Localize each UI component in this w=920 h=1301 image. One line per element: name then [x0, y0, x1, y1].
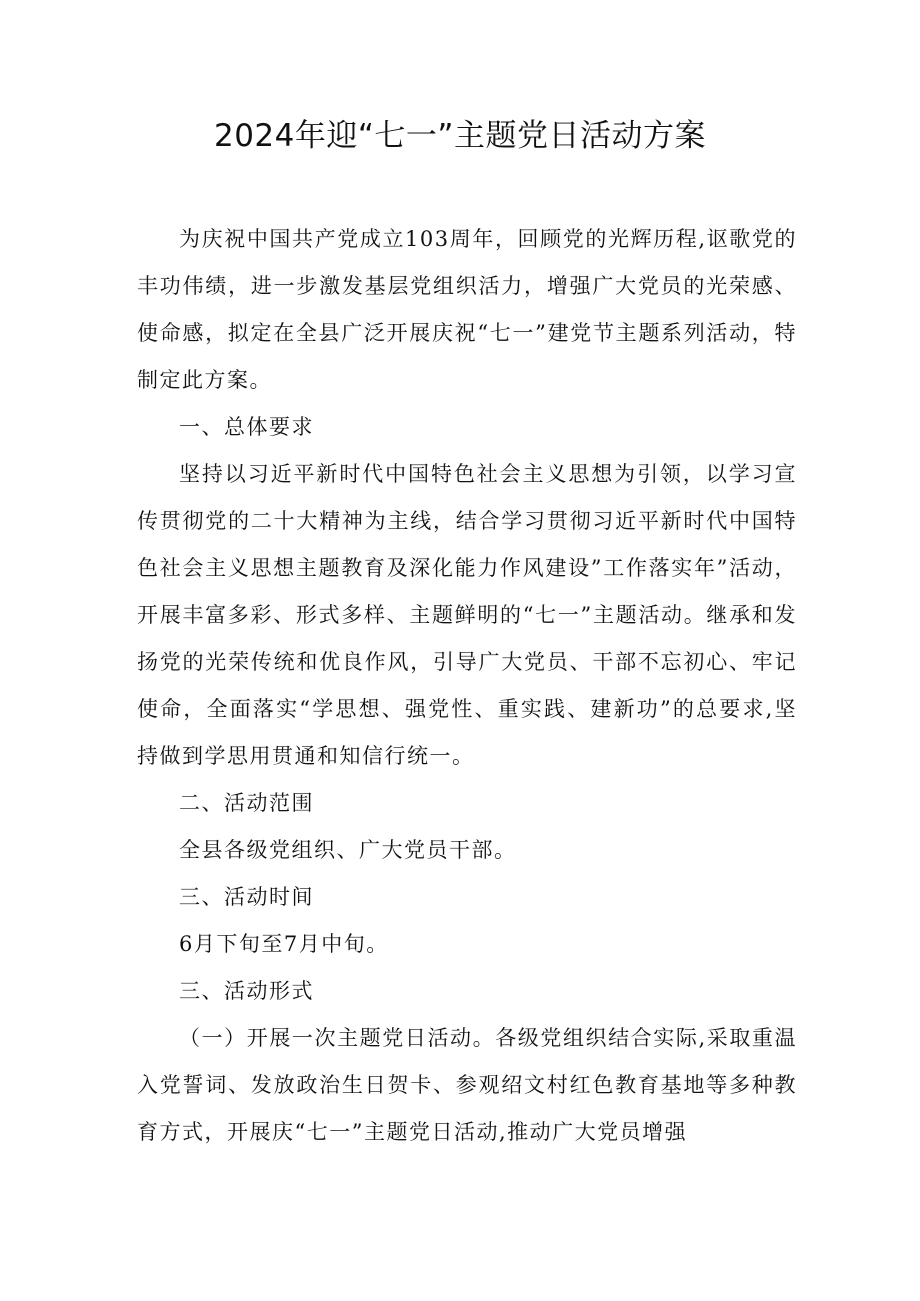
document-body: [137, 216, 797, 1156]
paragraph-activity-scope: 全县各级党组织、广大党员干部。: [179, 838, 517, 862]
document-title: 2024年迎“七一”主题党日活动方案: [213, 118, 706, 154]
paragraph-general-requirements: 坚持以习近平新时代中国特色社会主义思想为引领，以学习宣传贯彻党的二十大精神为主线，结合学习贯彻习近平新时代中国特色社会主义思想主题教育及深化能力作风建设”工作落实年”活动，开展丰富多彩、形式多样、主题鲜明的“七一”主题活动。继承和发扬党的光荣传统和优良作风，引导广大党员、干部不忘初心、牢记使命，全面落实“学思想、强党性、重实践、建新功”的总要求,坚持做到学思用贯通和知信行统一。: [137, 462, 797, 768]
heading-activity-time: 三、活动时间: [179, 885, 314, 909]
heading-activity-form: 三、活动形式: [179, 979, 314, 1003]
paragraph-intro: 为庆祝中国共产党成立103周年，回顾党的光辉历程,讴歌党的丰功伟绩，进一步激发基层党组织活力，增强广大党员的光荣感、使命感，拟定在全县广泛开展庆祝“七一”建党节主题系列活动，特制定此方案。: [137, 227, 797, 392]
heading-activity-scope: 二、活动范围: [179, 791, 314, 815]
paragraph-activity-time: 6月下旬至7月中旬。: [179, 932, 389, 956]
paragraph-activity-form-1: （一）开展一次主题党日活动。各级党组织结合实际,采取重温入党誓词、发放政治生日贺卡、参观绍文村红色教育基地等多种教育方式，开展庆“七一”主题党日活动,推动广大党员增强: [137, 1026, 797, 1144]
heading-general-requirements: 一、总体要求: [179, 415, 314, 439]
